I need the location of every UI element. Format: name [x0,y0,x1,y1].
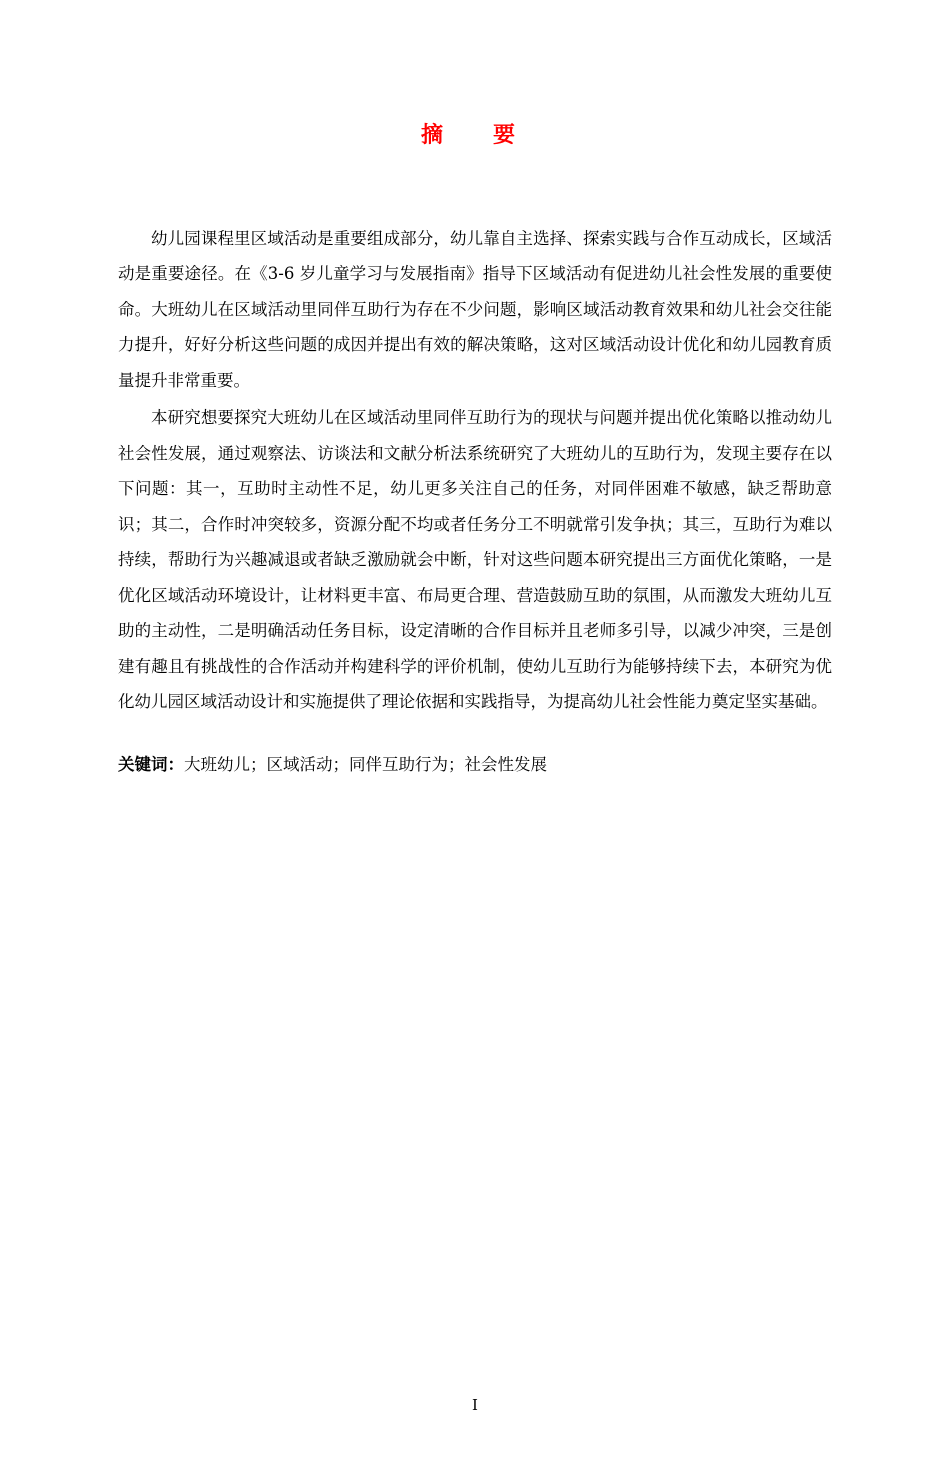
page-number: I [472,1396,478,1414]
paragraph: 本研究想要探究大班幼儿在区域活动里同伴互助行为的现状与问题并提出优化策略以推动幼儿社会性发展，通过观察法、访谈法和文献分析法系统研究了大班幼儿的互助行为，发现主要存在以下问题：其一，互助时主动性不足，幼儿更多关注自己的任务，对同伴困难不敏感，缺乏帮助意识；其二，合作时冲突较多，资源分配不均或者任务分工不明就常引发争执；其三，互助行为难以持续，帮助行为兴趣减退或者缺乏激励就会中断，针对这些问题本研究提出三方面优化策略，一是优化区域活动环境设计，让材料更丰富、布局更合理、营造鼓励互助的氛围，从而激发大班幼儿互助的主动性，二是明确活动任务目标，设定清晰的合作目标并且老师多引导，以减少冲突，三是创建有趣且有挑战性的合作活动并构建科学的评价机制，使幼儿互助行为能够持续下去，本研究为优化幼儿园区域活动设计和实施提供了理论依据和实践指导，为提高幼儿社会性能力奠定坚实基础。 [118,408,832,712]
keywords-line [118,748,832,781]
keywords-value: 大班幼儿；区域活动；同伴互助行为；社会性发展 [184,754,547,774]
page-title: 摘 要 [420,122,529,148]
document-page [0,118,950,1462]
keywords-separator: ： [167,754,184,774]
keywords-label: 关键词 [118,754,168,774]
paragraph: 幼儿园课程里区域活动是重要组成部分，幼儿靠自主选择、探索实践与合作互动成长，区域活动是重要途径。在《3-6 岁儿童学习与发展指南》指导下区域活动有促进幼儿社会性发展的重要使命。大班幼儿在区域活动里同伴互助行为存在不少问题，影响区域活动教育效果和幼儿社会交往能力提升，好好分析这些问题的成因并提出有效的解决策略，这对区域活动设计优化和幼儿园教育质量提升非常重要。 [118,229,832,390]
abstract-body [118,221,832,720]
